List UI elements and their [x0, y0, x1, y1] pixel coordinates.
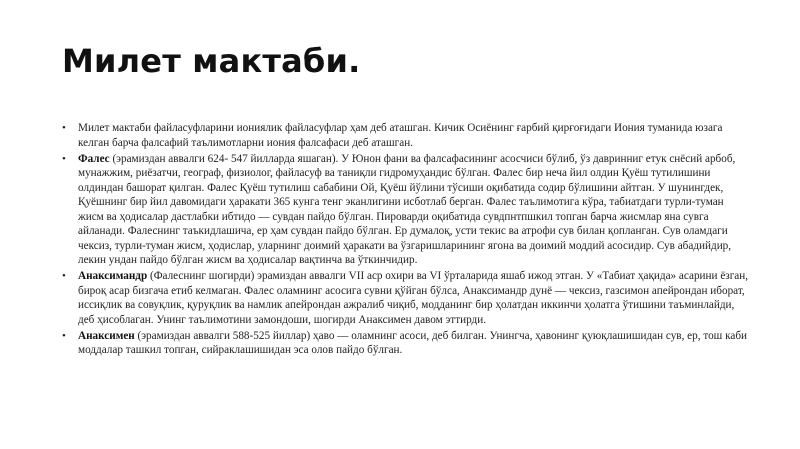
- bullet-list: [62, 121, 752, 359]
- bullet-marker: •: [62, 329, 66, 342]
- bullet-marker: •: [62, 270, 66, 282]
- bullet-term: Анаксимандр: [78, 270, 148, 282]
- bullet-term: Фалес: [78, 152, 110, 165]
- bullet-marker: •: [62, 152, 66, 165]
- bullet-text: Милет мактаби файласуфларини иониялик файласуфлар ҳам деб аташган. Кичик Осиёнинг ғарбий қирғоғидаги Иония туманида юзага келган барча фалсафий таълимотларни иония фалсафаси деб аташган.: [78, 122, 723, 149]
- bullet-marker: •: [62, 122, 66, 134]
- bullet-item: [62, 329, 752, 358]
- bullet-text: (эрамиздан аввалги 624- 547 йилларда яшаган). У Юнон фани ва фалсафасининг асосчиси бўлиб, ўз давринниг етук снёсий арбоб, мунажжим, риёзатчи, географ, физиолог, файласуф ва таниқли гидромуҳандис бўлган. Фалес бир неча йил олдин Қуёш тутилишини олдиндан башорат қилган. Фалес Қуёш тутилиш сабабини Ой, Қуёш йўлини тўсиши оқибатида содир бўлишини айтган. У шунингдек, Қуёшнинг бир йил давомидаги ҳаракати 365 кунга тенг эканлигини исботлаб берган. Фалес таълимотига кўра, табиатдаги турли-туман жисм ва ҳодисалар дастлабки ибтидо — сувдан пайдо бўлган. Пироварди оқибатида сувдпнтпшкил топган барча жисмлар яна сувга айланади. Фалеснинг таъкидлашича, ер ҳам сувдан пайдо бўлган. Ер думалоқ, усти текис ва атрофи сув билан қопланган. Сув оламдаги чексиз, турли-туман жисм, ҳодислар, уларнинг доимий ҳаракати ва ўзгаришларининг ягона ва доимий моддий асосидир. Сув абадийдир, лекин ундан пайдо бўлган жисм ва ҳодисалар вақтинча ва ўткинчидир.: [78, 152, 736, 266]
- bullet-text: (эрамиздан аввалги 588-525 йиллар) ҳаво — оламнинг асоси, деб билган. Унингча, ҳавонинг қуюқлашишидан сув, ер, тош каби моддалар ташкил топган, сийраклашишидан эса олов пайдо бўлган.: [78, 329, 747, 356]
- bullet-term: Анаксимен: [78, 329, 135, 342]
- slide-title: Милет мактаби.: [62, 42, 361, 80]
- bullet-item: [62, 269, 752, 327]
- bullet-item: [62, 152, 752, 268]
- bullet-item: [62, 121, 752, 150]
- bullet-text: (Фалеснинг шогирди) эрамиздан аввалги VII аср охири ва VI ўрталарида яшаб ижод этган. У «Табиат ҳақида» асарини ёзган, бироқ асар бизгача етиб келмаган. Фалес оламнинг асосига сувни қўйган бўлса, Анаксимандр дунё — чексиз, газсимон апейрондан иборат, иссиқлик ва совуқлик, қуруқлик ва намлик апейрондан ажралиб чиқиб, модданинг бир ҳолатдан иккинчи ҳолатга ўтишини таъминлайди, деб ҳисоблаган. Унинг таълимотини замондоши, шогирди Анаксимен давом эттирди.: [78, 270, 749, 326]
